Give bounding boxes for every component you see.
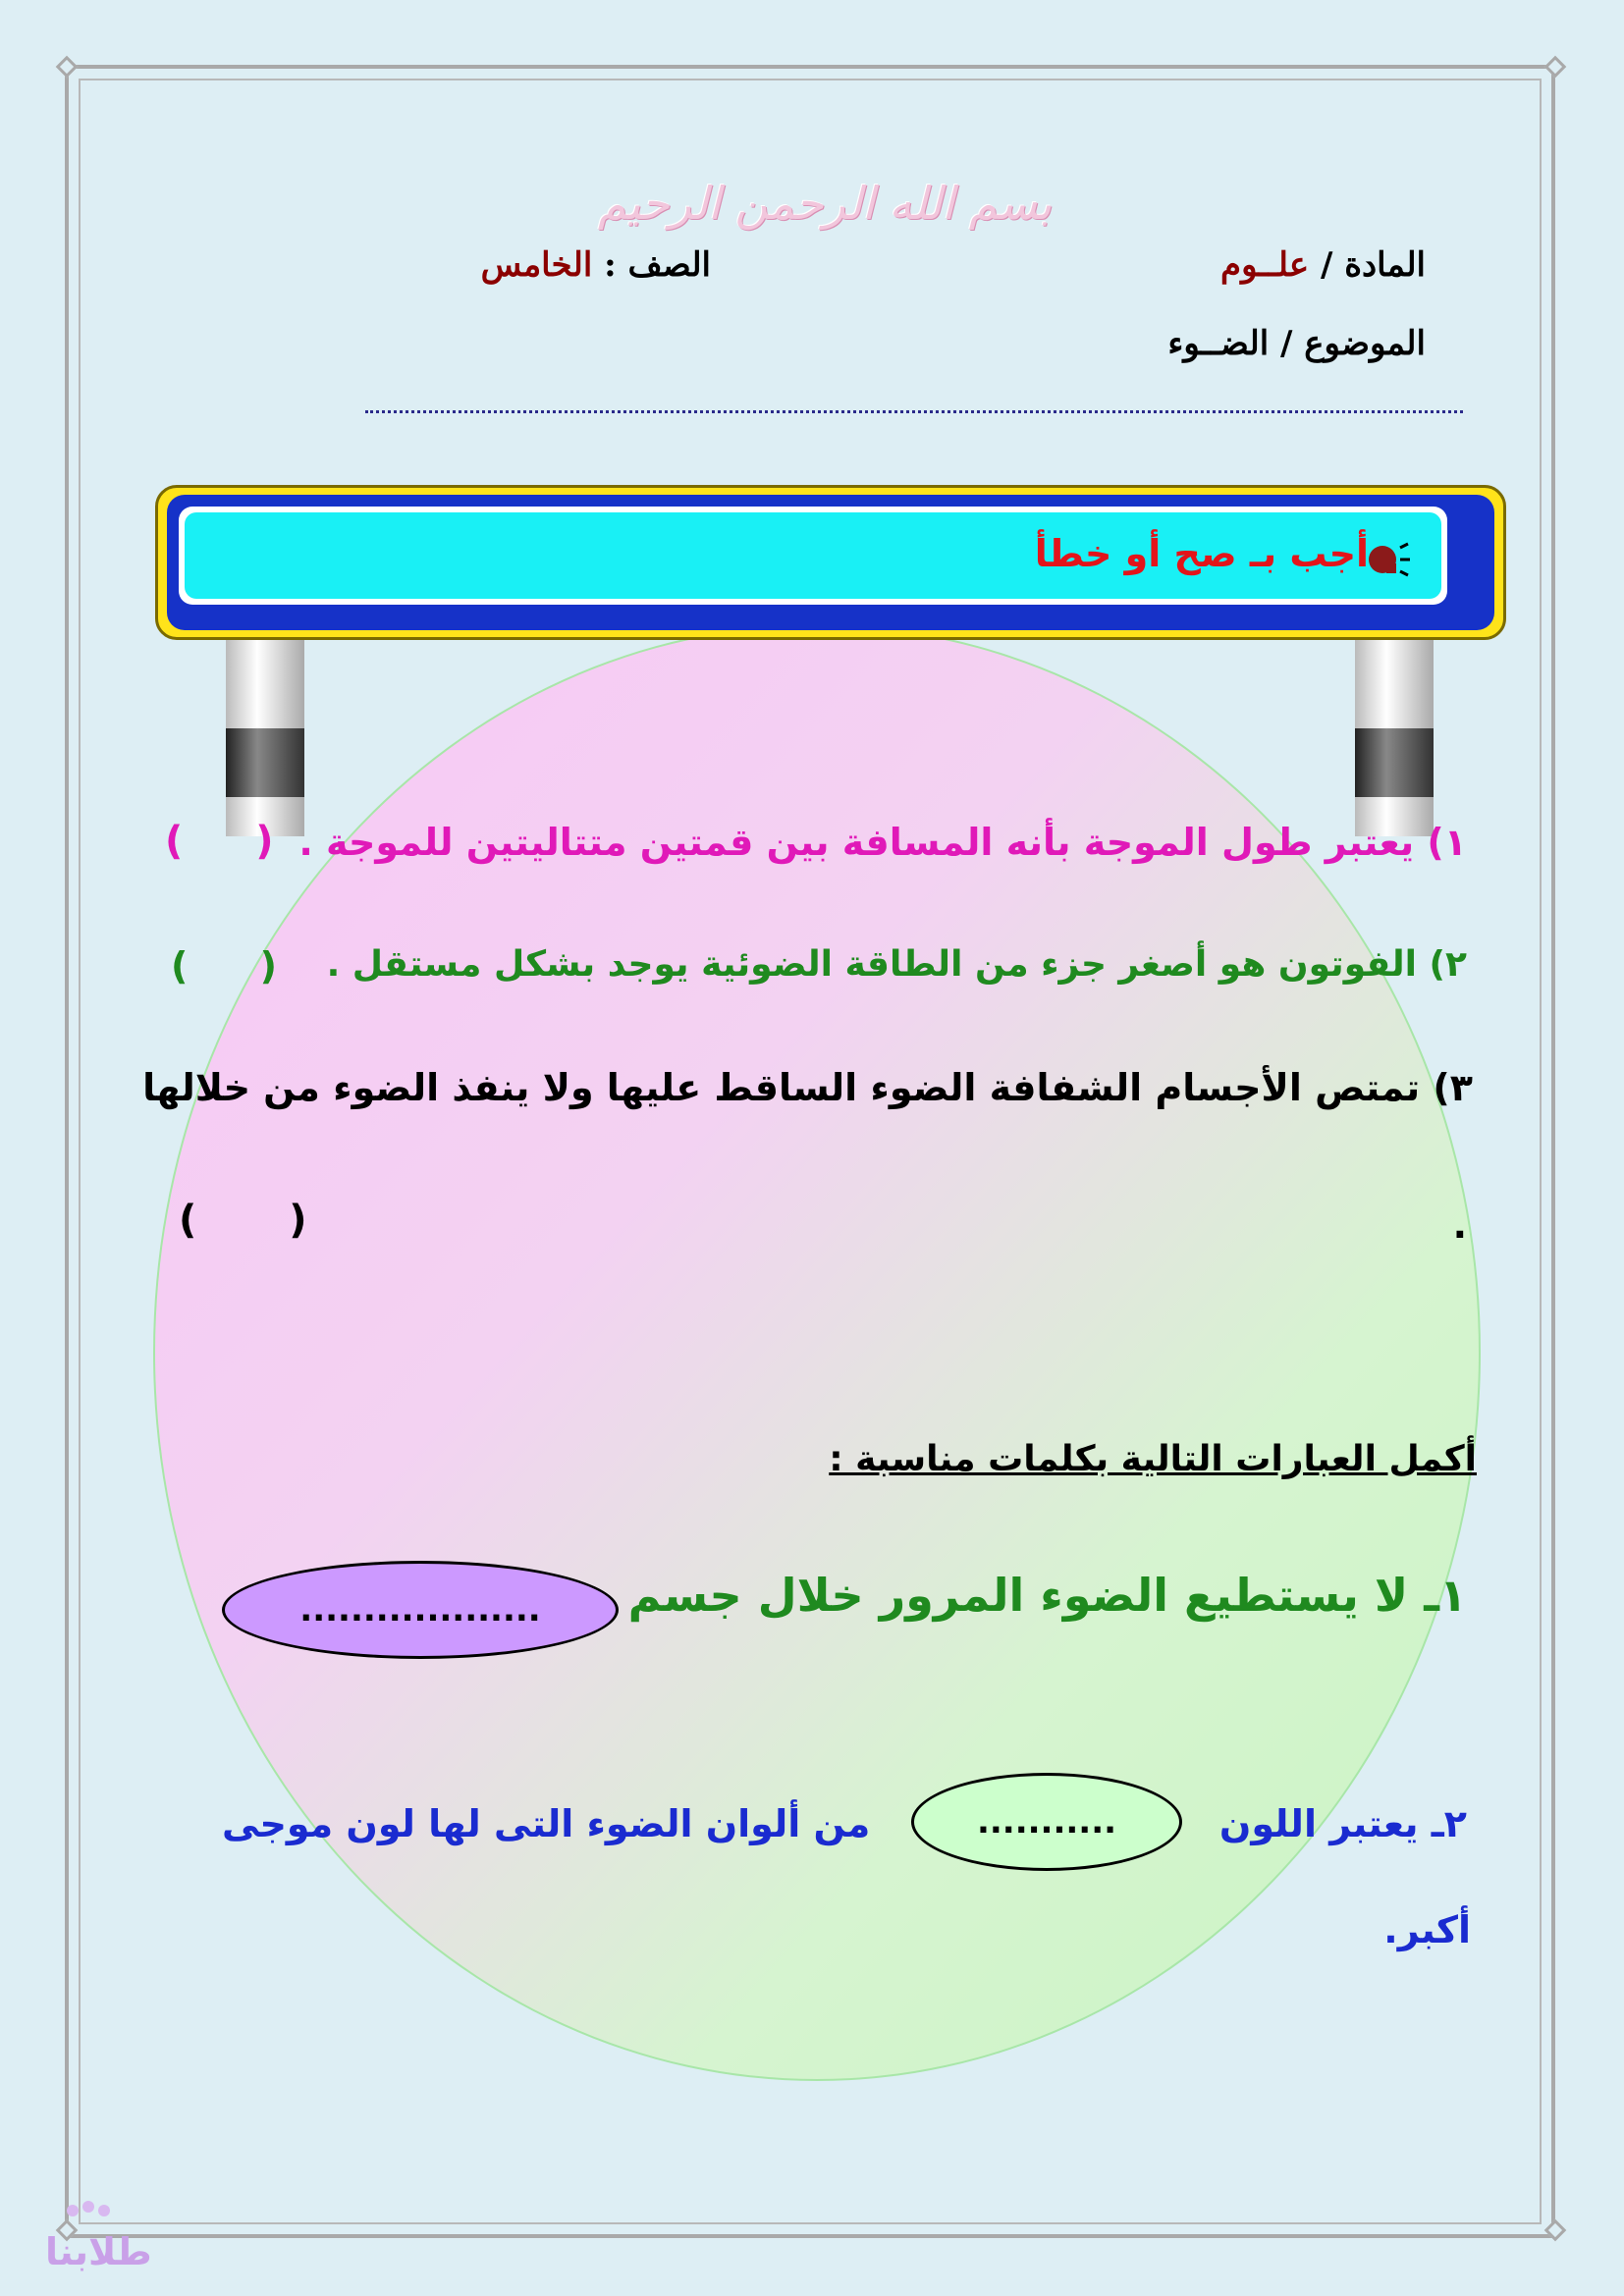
fill-item-2-end: أكبر. — [1383, 1908, 1471, 1951]
fill-blank-1[interactable]: ................... — [222, 1561, 619, 1659]
fill-blank-2[interactable]: ........... — [911, 1773, 1182, 1871]
subject-label: المادة / — [1320, 245, 1426, 285]
basmala: بسم الله الرحمن الرحيم — [597, 177, 1053, 230]
fill-item-2-mid: من ألوان الضوء التى لها لون موجى — [222, 1802, 871, 1845]
subject-line — [1220, 245, 1426, 285]
logo-text: طلابنا — [45, 2230, 152, 2273]
fill-item-2-start: ٢ـ يعتبر اللون — [1218, 1802, 1467, 1845]
banner-pillar-right — [1355, 640, 1434, 836]
section2-title: أكمل العبارات التالية بكلمات مناسبة : — [829, 1439, 1477, 1479]
question-1: ١) يعتبر طول الموجة بأنه المسافة بين قمتين متتاليتين للموجة . — [298, 821, 1467, 864]
answer-blank-3[interactable]: ( ) — [179, 1198, 307, 1243]
topic-label: الموضوع / — [1279, 324, 1426, 363]
answer-blank-2[interactable]: ( ) — [171, 944, 277, 988]
fill-item-1: ١ـ لا يستطيع الضوء المرور خلال جسم — [627, 1569, 1467, 1622]
banner-pillar-left — [226, 640, 304, 836]
topic-line — [1167, 324, 1426, 363]
subject-value: علــوم — [1220, 245, 1310, 285]
answer-blank-1[interactable]: ( ) — [165, 819, 274, 864]
grade-line — [481, 245, 711, 285]
question-3: ٣) تمتص الأجسام الشفافة الضوء الساقط عليها ولا ينفذ الضوء من خلالها — [142, 1066, 1473, 1109]
section1-title: أجب بـ صح أو خطأ — [1034, 532, 1369, 575]
dotted-separator — [365, 410, 1463, 413]
grade-label: الصف : — [604, 245, 711, 285]
grade-value: الخامس — [480, 245, 593, 285]
speaker-icon — [1365, 538, 1410, 583]
topic-value: الضــوء — [1167, 324, 1270, 363]
question-2: ٢) الفوتون هو أصغر جزء من الطاقة الضوئية يوجد بشكل مستقل . — [326, 944, 1467, 985]
question-3-cont: . — [1452, 1203, 1467, 1247]
